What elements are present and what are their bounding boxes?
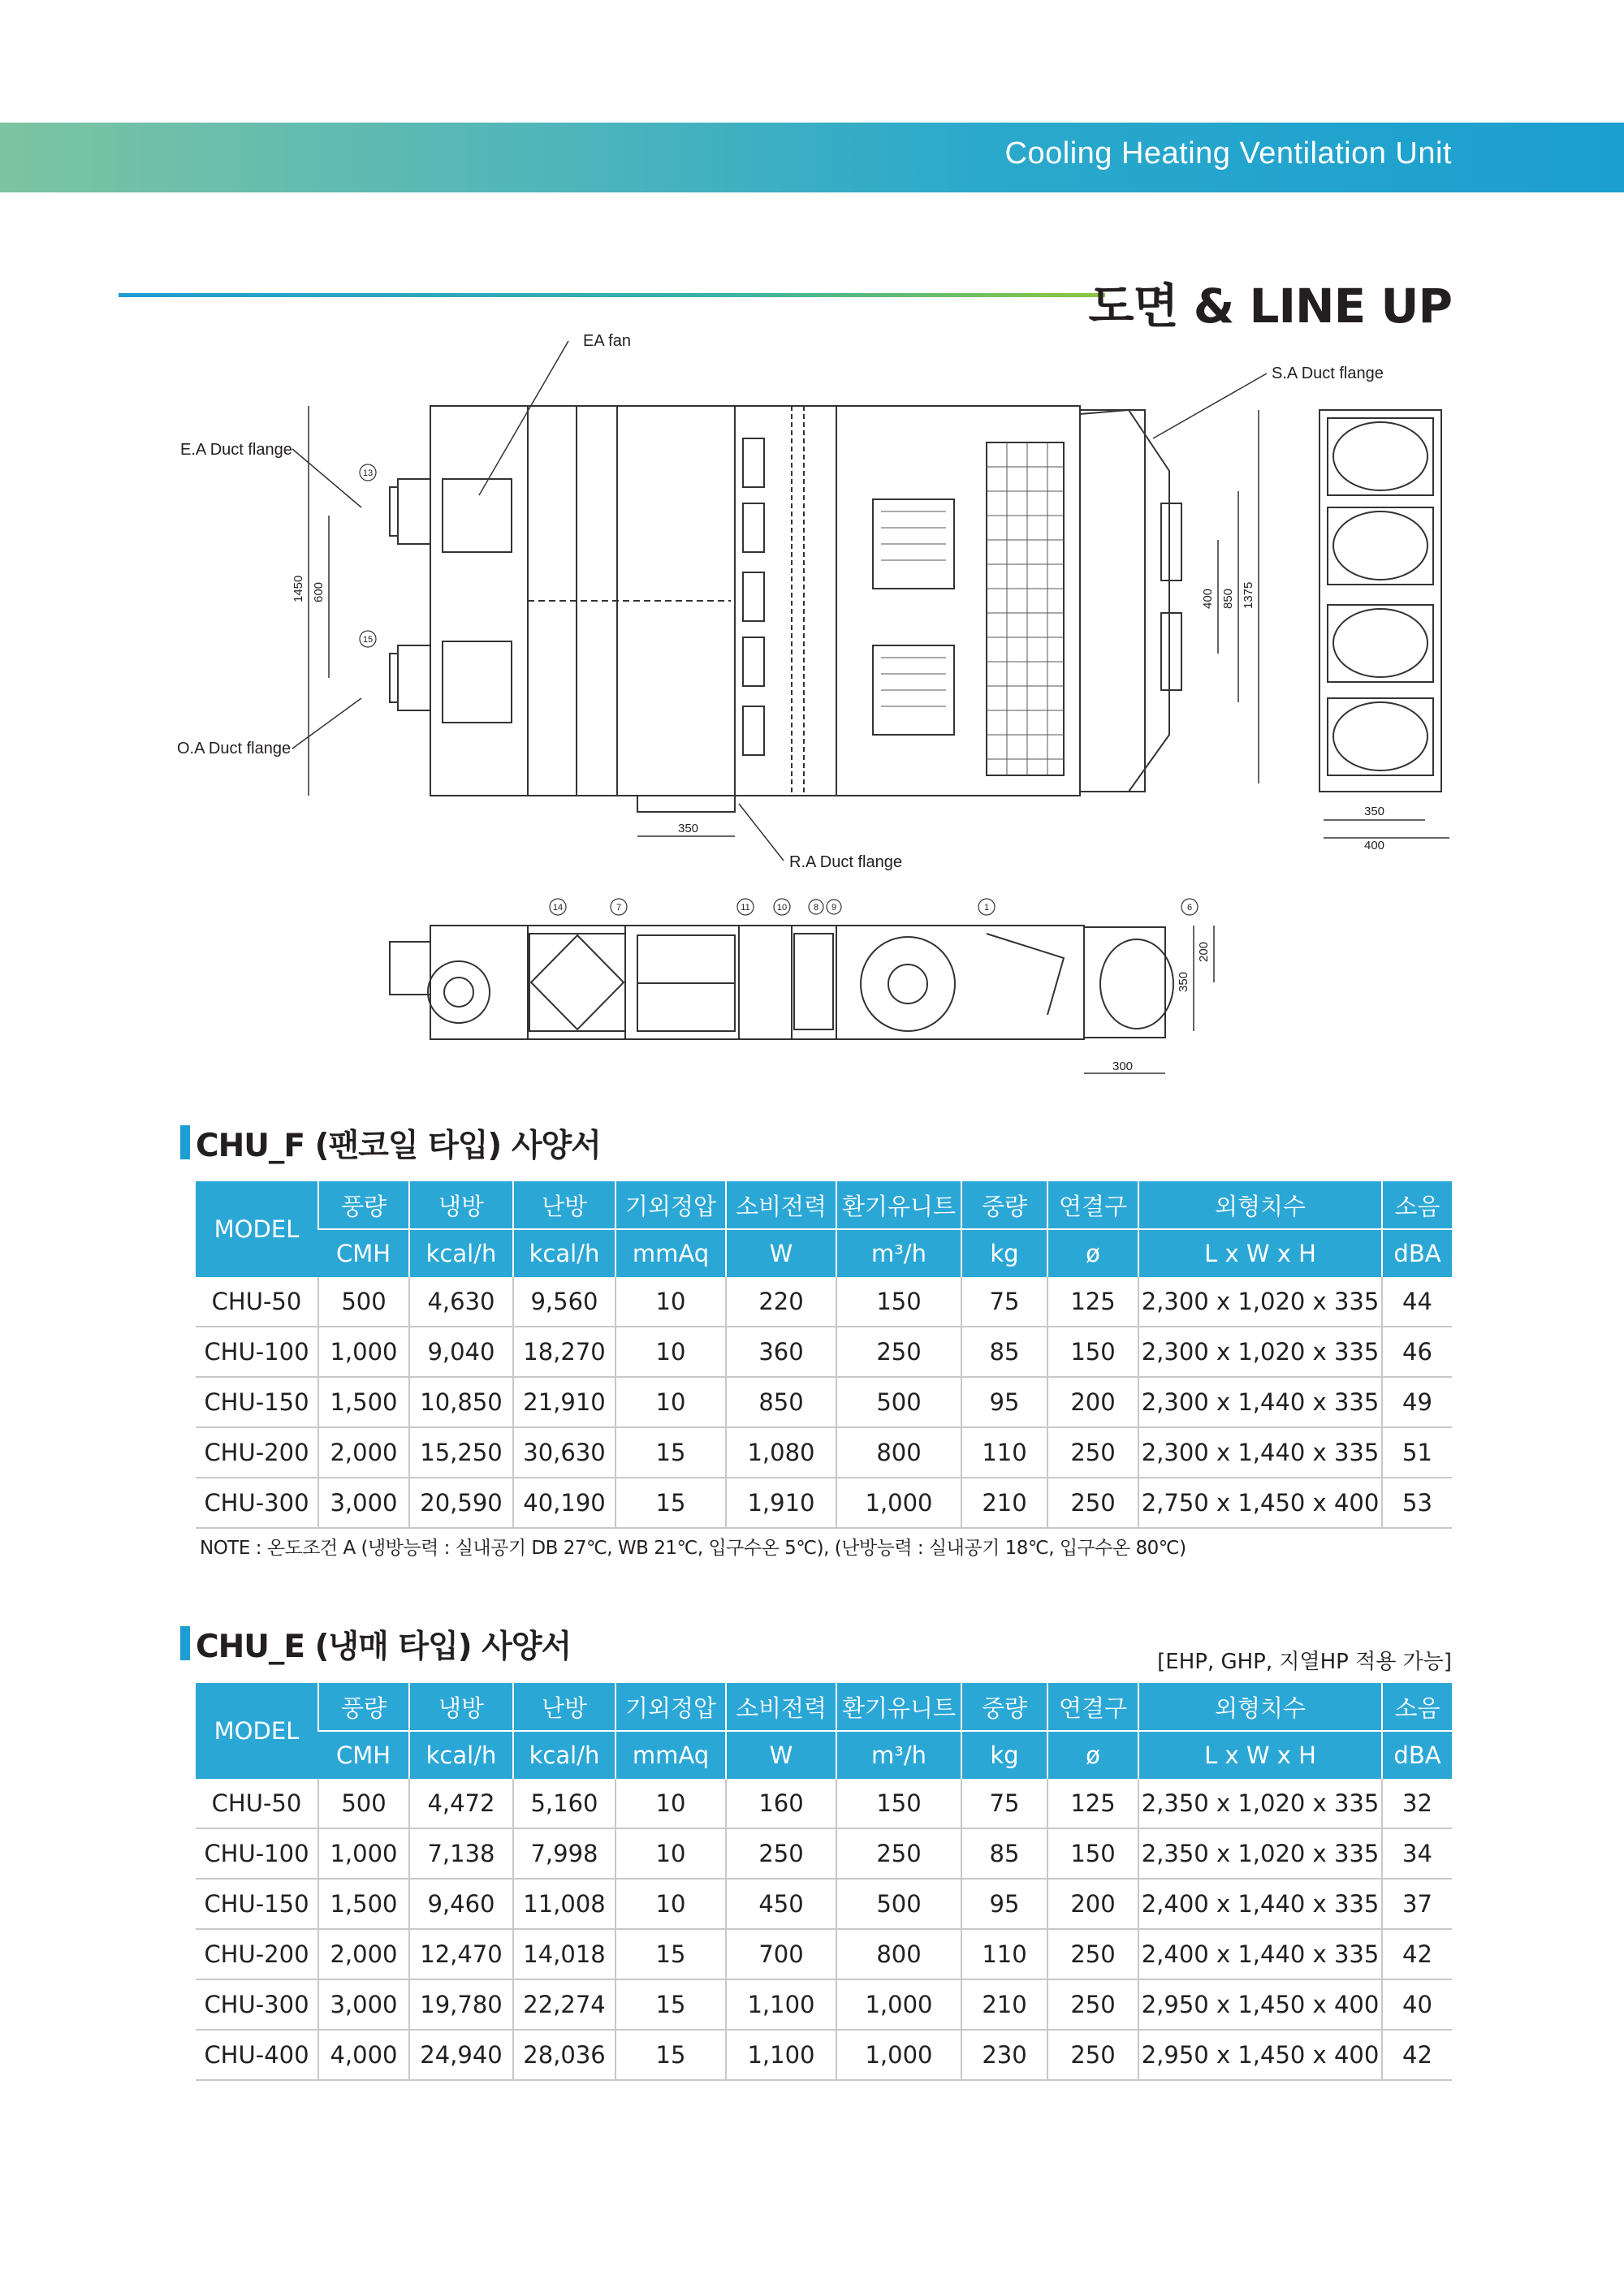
table-cell: 11,008 xyxy=(513,1879,615,1929)
table-cell: 125 xyxy=(1047,1779,1138,1828)
table-cell: 9,040 xyxy=(409,1327,513,1377)
table-cell: 24,940 xyxy=(409,2030,513,2080)
table-cell: 210 xyxy=(961,1979,1047,2030)
section-rule xyxy=(119,293,1105,297)
model-cell: CHU-100 xyxy=(196,1828,318,1879)
header-cell: 소비전력 xyxy=(726,1181,836,1229)
table-cell: 250 xyxy=(1047,1979,1138,2030)
balloon-11: 11 xyxy=(741,903,750,913)
header-cell: 풍량 xyxy=(318,1683,409,1731)
table-cell: 2,950 x 1,450 x 400 xyxy=(1138,2030,1382,2080)
table-cell: 800 xyxy=(836,1929,961,1979)
table-cell: 42 xyxy=(1382,2030,1452,2080)
table-row xyxy=(196,2030,1452,2080)
table-cell: 230 xyxy=(961,2030,1047,2080)
table-cell: 7,998 xyxy=(513,1828,615,1879)
table-cell: 2,400 x 1,440 x 335 xyxy=(1138,1879,1382,1929)
table-cell: 20,590 xyxy=(409,1478,513,1528)
dim-350-side: 350 xyxy=(1364,805,1385,818)
table-cell: 2,000 xyxy=(318,1929,409,1979)
dim-1450: 1450 xyxy=(292,575,305,602)
balloon-15: 15 xyxy=(362,635,374,645)
table-cell: 15 xyxy=(615,1979,726,2030)
unit-cell: CMH xyxy=(318,1229,409,1277)
table-row xyxy=(196,1327,1452,1377)
table-cell: 250 xyxy=(726,1828,836,1879)
table-cell: 125 xyxy=(1047,1277,1138,1327)
dim-850: 850 xyxy=(1221,588,1235,609)
table-cell: 12,470 xyxy=(409,1929,513,1979)
chu-f-title: CHU_F (팬코일 타입) 사양서 xyxy=(196,1128,601,1164)
table-cell: 250 xyxy=(836,1828,961,1879)
table-cell: 15 xyxy=(615,1427,726,1478)
model-cell: CHU-50 xyxy=(196,1779,318,1828)
table-cell: 75 xyxy=(961,1779,1047,1828)
unit-cell: dBA xyxy=(1382,1731,1452,1779)
table-cell: 150 xyxy=(836,1779,961,1828)
dim-400: 400 xyxy=(1201,588,1215,609)
table-cell: 10 xyxy=(615,1779,726,1828)
unit-cell: kcal/h xyxy=(409,1229,513,1277)
table-cell: 10 xyxy=(615,1377,726,1427)
dim-350-bottom: 350 xyxy=(678,822,699,835)
table-cell: 500 xyxy=(318,1779,409,1828)
header-cell: 중량 xyxy=(961,1181,1047,1229)
table-cell: 2,300 x 1,440 x 335 xyxy=(1138,1427,1382,1478)
table-row xyxy=(196,1779,1452,1828)
balloon-7: 7 xyxy=(615,903,622,913)
balloon-13: 13 xyxy=(362,468,374,478)
table-cell: 3,000 xyxy=(318,1979,409,2030)
header-cell: 중량 xyxy=(961,1683,1047,1731)
table-cell: 5,160 xyxy=(513,1779,615,1828)
balloon-8: 8 xyxy=(813,903,819,913)
table-cell: 500 xyxy=(836,1879,961,1929)
chu-e-heading xyxy=(196,1621,571,1667)
callout-sa-duct: S.A Duct flange xyxy=(1272,365,1384,382)
table-cell: 2,350 x 1,020 x 335 xyxy=(1138,1828,1382,1879)
table-cell: 21,910 xyxy=(513,1377,615,1427)
table-row xyxy=(196,1929,1452,1979)
table-cell: 210 xyxy=(961,1478,1047,1528)
model-cell: CHU-100 xyxy=(196,1327,318,1377)
table-cell: 10 xyxy=(615,1879,726,1929)
table-cell: 1,000 xyxy=(836,1478,961,1528)
table-cell: 250 xyxy=(1047,1478,1138,1528)
table-cell: 2,300 x 1,020 x 335 xyxy=(1138,1327,1382,1377)
table-cell: 250 xyxy=(1047,1427,1138,1478)
unit-cell: W xyxy=(726,1229,836,1277)
header-cell: 소음 xyxy=(1382,1683,1452,1731)
table-cell: 10 xyxy=(615,1828,726,1879)
table-row xyxy=(196,1979,1452,2030)
unit-cell: kcal/h xyxy=(513,1731,615,1779)
table-cell: 49 xyxy=(1382,1377,1452,1427)
table-cell: 110 xyxy=(961,1929,1047,1979)
table-cell: 95 xyxy=(961,1377,1047,1427)
unit-cell: L x W x H xyxy=(1138,1731,1382,1779)
table-row xyxy=(196,1828,1452,1879)
table-cell: 9,560 xyxy=(513,1277,615,1327)
chu-f-spec-table xyxy=(196,1181,1452,1529)
table-cell: 110 xyxy=(961,1427,1047,1478)
header-cell: 소음 xyxy=(1382,1181,1452,1229)
table-row xyxy=(196,1879,1452,1929)
table-cell: 2,300 x 1,440 x 335 xyxy=(1138,1377,1382,1427)
table-cell: 46 xyxy=(1382,1327,1452,1377)
table-cell: 15 xyxy=(615,1929,726,1979)
unit-cell: ø xyxy=(1047,1731,1138,1779)
table-cell: 4,000 xyxy=(318,2030,409,2080)
unit-cell: mmAq xyxy=(615,1731,726,1779)
model-cell: CHU-150 xyxy=(196,1377,318,1427)
unit-cell: kg xyxy=(961,1731,1047,1779)
table-cell: 15 xyxy=(615,2030,726,2080)
table-cell: 95 xyxy=(961,1879,1047,1929)
header-cell: 연결구 xyxy=(1047,1181,1138,1229)
table-cell: 250 xyxy=(1047,2030,1138,2080)
header-cell: 외형치수 xyxy=(1138,1683,1382,1731)
model-cell: CHU-150 xyxy=(196,1879,318,1929)
callout-ea-duct: E.A Duct flange xyxy=(180,441,292,459)
table-cell: 2,950 x 1,450 x 400 xyxy=(1138,1979,1382,2030)
table-cell: 10 xyxy=(615,1277,726,1327)
table-cell: 51 xyxy=(1382,1427,1452,1478)
callout-ea-fan: EA fan xyxy=(583,332,631,350)
table-cell: 1,000 xyxy=(318,1327,409,1377)
table-cell: 85 xyxy=(961,1327,1047,1377)
table-cell: 250 xyxy=(836,1327,961,1377)
model-cell: CHU-300 xyxy=(196,1979,318,2030)
table-cell: 30,630 xyxy=(513,1427,615,1478)
table-cell: 7,138 xyxy=(409,1828,513,1879)
chu-f-heading xyxy=(196,1120,601,1166)
header-cell: 환기유니트 xyxy=(836,1181,961,1229)
table-cell: 32 xyxy=(1382,1779,1452,1828)
callout-ra-duct: R.A Duct flange xyxy=(789,853,902,871)
table-cell: 1,500 xyxy=(318,1377,409,1427)
table-cell: 85 xyxy=(961,1828,1047,1879)
chu-f-table-body xyxy=(196,1277,1452,1528)
table-cell: 200 xyxy=(1047,1879,1138,1929)
table-cell: 2,750 x 1,450 x 400 xyxy=(1138,1478,1382,1528)
table-cell: 500 xyxy=(318,1277,409,1327)
table-cell: 75 xyxy=(961,1277,1047,1327)
table-row xyxy=(196,1427,1452,1478)
header-cell: 냉방 xyxy=(409,1683,513,1731)
table-cell: 250 xyxy=(1047,1929,1138,1979)
table-units-row xyxy=(196,1731,1452,1779)
balloon-14: 14 xyxy=(552,903,564,913)
chu-e-title: CHU_E (냉매 타입) 사양서 xyxy=(196,1629,572,1665)
table-row xyxy=(196,1277,1452,1327)
table-cell: 4,630 xyxy=(409,1277,513,1327)
balloon-10: 10 xyxy=(776,903,788,913)
header-cell: 환기유니트 xyxy=(836,1683,961,1731)
model-cell: CHU-400 xyxy=(196,2030,318,2080)
header-cell: 연결구 xyxy=(1047,1683,1138,1731)
table-cell: 700 xyxy=(726,1929,836,1979)
table-cell: 150 xyxy=(836,1277,961,1327)
table-cell: 160 xyxy=(726,1779,836,1828)
table-cell: 19,780 xyxy=(409,1979,513,2030)
table-header-row xyxy=(196,1683,1452,1731)
table-cell: 15 xyxy=(615,1478,726,1528)
table-cell: 500 xyxy=(836,1377,961,1427)
header-cell: 난방 xyxy=(513,1683,615,1731)
callout-oa-duct: O.A Duct flange xyxy=(177,740,292,757)
chu-e-spec-table xyxy=(196,1683,1452,2081)
table-cell: 2,000 xyxy=(318,1427,409,1478)
table-cell: 40,190 xyxy=(513,1478,615,1528)
unit-cell: CMH xyxy=(318,1731,409,1779)
unit-cell: kg xyxy=(961,1229,1047,1277)
dim-600: 600 xyxy=(312,581,326,602)
heading-accent-bar xyxy=(180,1626,190,1660)
table-row xyxy=(196,1377,1452,1427)
table-cell: 1,000 xyxy=(836,2030,961,2080)
table-cell: 22,274 xyxy=(513,1979,615,2030)
dim-300: 300 xyxy=(1112,1060,1134,1073)
header-cell: 난방 xyxy=(513,1181,615,1229)
table-cell: 14,018 xyxy=(513,1929,615,1979)
table-cell: 220 xyxy=(726,1277,836,1327)
model-cell: CHU-300 xyxy=(196,1478,318,1528)
unit-cell: kcal/h xyxy=(409,1731,513,1779)
chu-e-subnote: [EHP, GHP, 지열HP 적용 가능] xyxy=(1157,1650,1452,1674)
table-cell: 2,350 x 1,020 x 335 xyxy=(1138,1779,1382,1828)
model-cell: CHU-200 xyxy=(196,1929,318,1979)
header-cell: 외형치수 xyxy=(1138,1181,1382,1229)
table-cell: 42 xyxy=(1382,1929,1452,1979)
table-cell: 4,472 xyxy=(409,1779,513,1828)
table-cell: 40 xyxy=(1382,1979,1452,2030)
header-cell: 풍량 xyxy=(318,1181,409,1229)
header-cell: 냉방 xyxy=(409,1181,513,1229)
table-row xyxy=(196,1478,1452,1528)
header-cell: 소비전력 xyxy=(726,1683,836,1731)
table-cell: 150 xyxy=(1047,1828,1138,1879)
table-cell: 10 xyxy=(615,1327,726,1377)
table-cell: 850 xyxy=(726,1377,836,1427)
chu-e-table-body xyxy=(196,1779,1452,2080)
unit-cell: ø xyxy=(1047,1229,1138,1277)
unit-cell: kcal/h xyxy=(513,1229,615,1277)
table-cell: 150 xyxy=(1047,1327,1138,1377)
table-units-row xyxy=(196,1229,1452,1277)
table-cell: 18,270 xyxy=(513,1327,615,1377)
section-title: 도면 & LINE UP xyxy=(1088,278,1452,334)
table-cell: 1,500 xyxy=(318,1879,409,1929)
table-cell: 34 xyxy=(1382,1828,1452,1879)
balloon-9: 9 xyxy=(831,903,837,913)
table-cell: 800 xyxy=(836,1427,961,1478)
dim-200: 200 xyxy=(1197,941,1211,962)
chu-f-note: NOTE : 온도조건 A (냉방능력 : 실내공기 DB 27℃, WB 21℃, 입구수온 5℃), (난방능력 : 실내공기 18℃, 입구수온 80℃) xyxy=(200,1538,1186,1559)
header-cell: MODEL xyxy=(196,1181,318,1277)
heading-accent-bar xyxy=(180,1125,190,1159)
technical-drawing xyxy=(0,317,1624,1096)
table-cell: 1,100 xyxy=(726,1979,836,2030)
unit-cell: dBA xyxy=(1382,1229,1452,1277)
model-cell: CHU-50 xyxy=(196,1277,318,1327)
header-cell: MODEL xyxy=(196,1683,318,1779)
unit-cell: W xyxy=(726,1731,836,1779)
table-cell: 200 xyxy=(1047,1377,1138,1427)
unit-cell: mmAq xyxy=(615,1229,726,1277)
dim-350-plan: 350 xyxy=(1177,971,1190,992)
table-cell: 1,100 xyxy=(726,2030,836,2080)
table-cell: 15,250 xyxy=(409,1427,513,1478)
dim-400-side: 400 xyxy=(1364,839,1385,852)
table-cell: 9,460 xyxy=(409,1879,513,1929)
table-cell: 3,000 xyxy=(318,1478,409,1528)
dim-1375: 1375 xyxy=(1242,581,1255,609)
table-cell: 2,300 x 1,020 x 335 xyxy=(1138,1277,1382,1327)
table-cell: 2,400 x 1,440 x 335 xyxy=(1138,1929,1382,1979)
table-cell: 44 xyxy=(1382,1277,1452,1327)
table-cell: 1,910 xyxy=(726,1478,836,1528)
table-cell: 1,080 xyxy=(726,1427,836,1478)
balloon-6: 6 xyxy=(1186,903,1193,913)
header-cell: 기외정압 xyxy=(615,1683,726,1731)
table-header-row xyxy=(196,1181,1452,1229)
balloon-1: 1 xyxy=(983,903,990,913)
table-cell: 28,036 xyxy=(513,2030,615,2080)
table-cell: 37 xyxy=(1382,1879,1452,1929)
table-cell: 1,000 xyxy=(318,1828,409,1879)
unit-cell: m³/h xyxy=(836,1229,961,1277)
table-cell: 1,000 xyxy=(836,1979,961,2030)
table-cell: 450 xyxy=(726,1879,836,1929)
model-cell: CHU-200 xyxy=(196,1427,318,1478)
header-cell: 기외정압 xyxy=(615,1181,726,1229)
unit-cell: m³/h xyxy=(836,1731,961,1779)
table-cell: 360 xyxy=(726,1327,836,1377)
unit-cell: L x W x H xyxy=(1138,1229,1382,1277)
banner-title: Cooling Heating Ventilation Unit xyxy=(1004,136,1452,170)
table-cell: 10,850 xyxy=(409,1377,513,1427)
table-cell: 53 xyxy=(1382,1478,1452,1528)
